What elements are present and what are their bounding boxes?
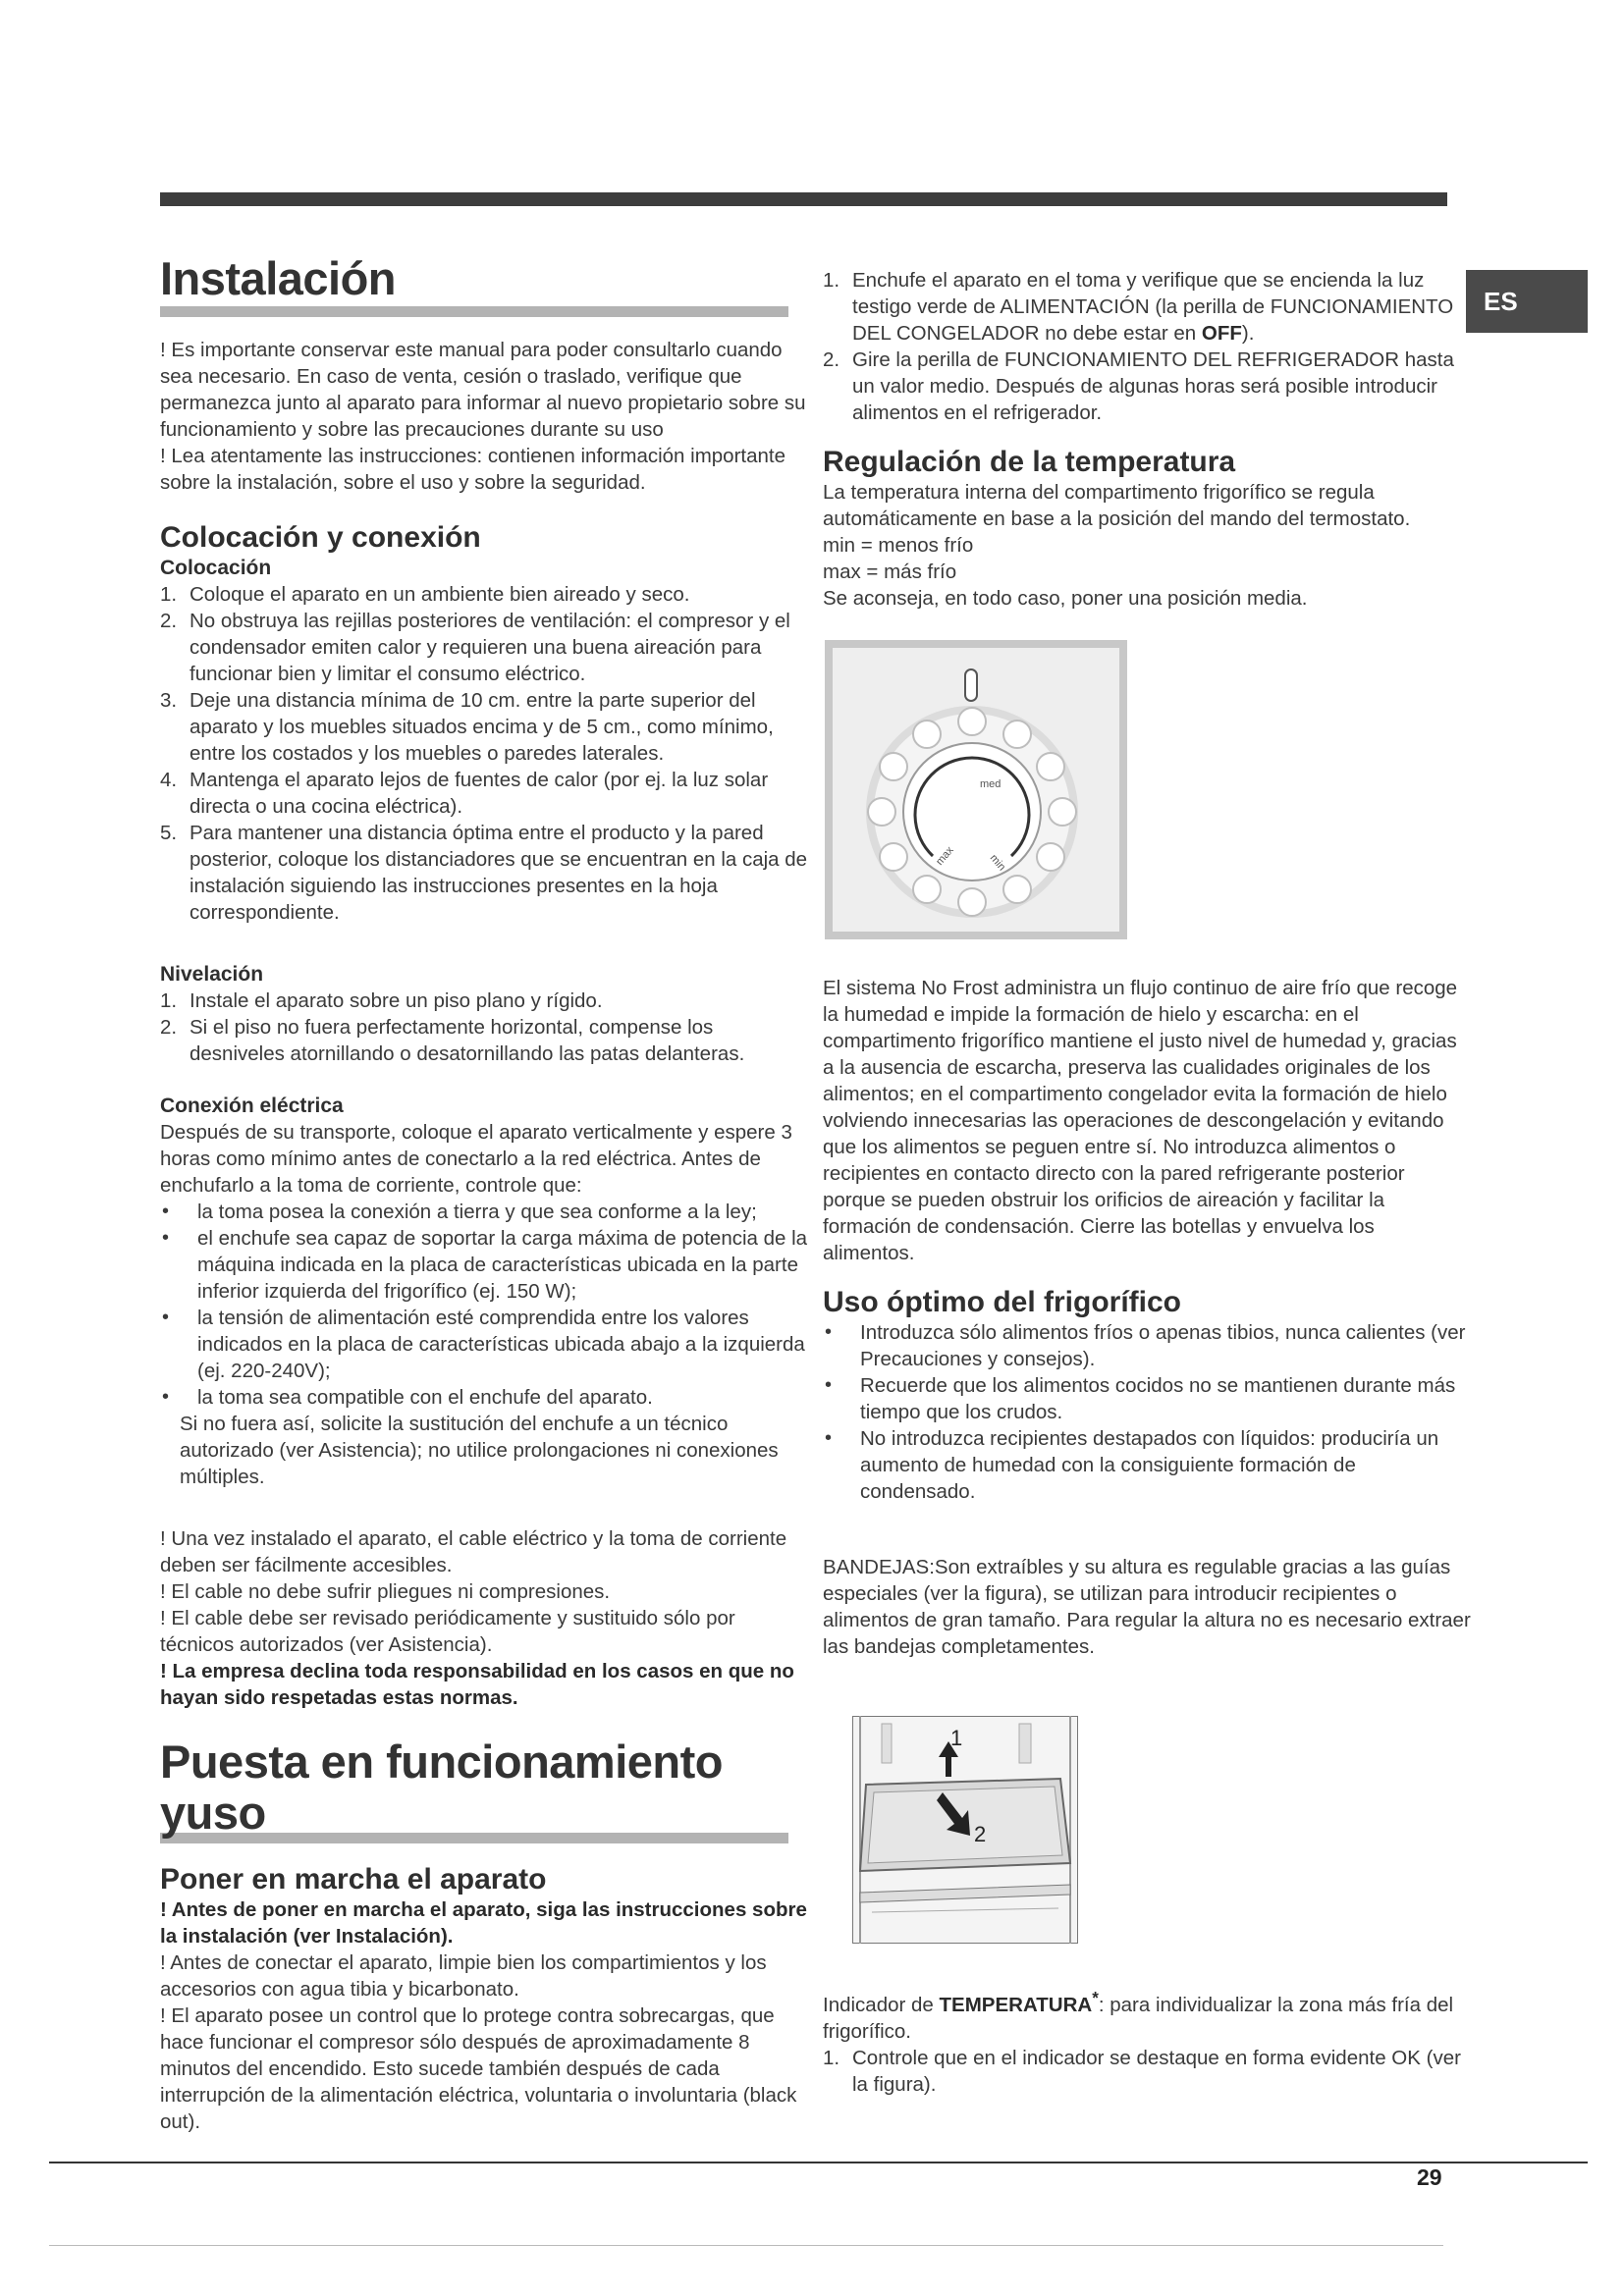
puesta-title: Puesta en funcionamiento yuso bbox=[160, 1735, 723, 1839]
list-item: 4. Mantenga el aparato lejos de fuentes de calor (por ej. la luz solar directa o una cocina eléctrica). bbox=[160, 769, 769, 818]
regulacion-text: La temperatura interna del compartimento frigorífico se regula automáticamente en base a la posición del mando del termostato. bbox=[823, 481, 1411, 530]
list-item: 1. Controle que en el indicador se destaque en forma evidente OK (ver la figura). bbox=[823, 2046, 1461, 2096]
install-title-underline bbox=[160, 306, 788, 317]
conexion-subheading: Conexión eléctrica bbox=[160, 1095, 344, 1117]
conexion-bullets bbox=[160, 1199, 808, 1411]
regulacion-heading: Regulación de la temperatura bbox=[823, 446, 1236, 478]
footer-faint-rule bbox=[49, 2245, 1443, 2246]
dial-label-med: med bbox=[980, 778, 1001, 790]
language-tab: ES bbox=[1466, 270, 1588, 333]
bandejas-text: BANDEJAS:Son extraíbles y su altura es regulable gracias a las guías especiales (ver la figura), se utilizan para introducir recipientes o alimentos de gran tamaño. Para regular la altura no es necesario extraer las bandejas completamentes. bbox=[823, 1556, 1471, 1658]
poner-warning: ! Antes de poner en marcha el aparato, siga las instrucciones sobre la instalación (ver Instalación). bbox=[160, 1898, 807, 1948]
shelf-label-1: 1 bbox=[950, 1726, 963, 1750]
poner-protection: ! El aparato posee un control que lo protege contra sobrecargas, que hace funcionar el compresor sólo después de aproximadamente 8 minutos del encendido. Esto sucede también después de cada interrupción de la alimentación eléctrica, voluntaria o involuntaria (black out). bbox=[160, 2004, 797, 2133]
conexion-intro: Después de su transporte, coloque el aparato verticalmente y espere 3 horas como mínimo antes de conectarlo a la red eléctrica. Antes de enchufarlo a la toma de corriente, controle que: bbox=[160, 1121, 792, 1197]
list-item: 2. Gire la perilla de FUNCIONAMIENTO DEL REFRIGERADOR hasta un valor medio. Después de algunas horas será posible introducir alimentos en el refrigerador. bbox=[823, 348, 1454, 424]
coloc-conex-heading: Colocación y conexión bbox=[160, 521, 481, 554]
nivelacion-subheading: Nivelación bbox=[160, 963, 264, 986]
list-item: 5. Para mantener una distancia óptima entre el producto y la pared posterior, coloque los distanciadores que se encuentran en la caja de instalación siguiendo las instrucciones presentes en la hoja correspondiente. bbox=[160, 822, 808, 924]
dial-label-min: min bbox=[987, 852, 1008, 874]
list-item: 2. Si el piso no fuera perfectamente horizontal, compense los desniveles atornillando o desatornillando las patas delanteras. bbox=[160, 1016, 745, 1065]
colocacion-list bbox=[160, 581, 808, 926]
page-number: 29 bbox=[1417, 2164, 1442, 2190]
warning-cable: ! El cable no debe sufrir pliegues ni compresiones. bbox=[160, 1580, 611, 1603]
shelf-label-2: 2 bbox=[974, 1822, 987, 1846]
top-divider-bar bbox=[160, 192, 1447, 206]
indicator-light bbox=[965, 669, 977, 701]
nivelacion-list bbox=[160, 988, 808, 1067]
list-item: • Recuerde que los alimentos cocidos no se mantienen durante más tiempo que los crudos. bbox=[823, 1372, 1471, 1425]
poner-heading: Poner en marcha el aparato bbox=[160, 1863, 547, 1896]
poner-clean: ! Antes de conectar el aparato, limpie bien los compartimientos y los accesorios con agua tibia y bicarbonato. bbox=[160, 1951, 767, 2001]
max-line: max = más frío bbox=[823, 561, 957, 583]
install-intro: ! Es importante conservar este manual para poder consultarlo cuando sea necesario. En caso de venta, cesión o traslado, verifique que permanezca junto al aparato para informar al nuevo propietario sobre su funcionamiento y sobre las precauciones durante su uso bbox=[160, 339, 806, 441]
right-column-middle bbox=[823, 975, 1471, 1660]
warning-responsibility: ! La empresa declina toda responsabilidad en los casos en que no hayan sido respetadas estas normas. bbox=[160, 1660, 794, 1709]
startup-steps bbox=[823, 267, 1471, 426]
colocacion-subheading: Colocación bbox=[160, 557, 272, 579]
list-item: • la toma sea compatible con el enchufe del aparato. bbox=[160, 1384, 808, 1411]
indicador-steps bbox=[823, 2045, 1471, 2098]
thermostat-dial-illustration bbox=[825, 640, 1127, 939]
install-title: Instalación bbox=[160, 252, 397, 304]
install-warning: ! Lea atentamente las instrucciones: contienen información importante sobre la instalación, sobre el uso y sobre la seguridad. bbox=[160, 445, 786, 494]
uso-bullets bbox=[823, 1319, 1471, 1505]
list-item: • No introduzca recipientes destapados con líquidos: produciría un aumento de humedad con la consiguiente formación de condensado. bbox=[823, 1425, 1471, 1505]
right-column-top bbox=[823, 267, 1471, 612]
right-column-bottom bbox=[823, 1985, 1471, 2098]
list-item: • Introduzca sólo alimentos fríos o apenas tibios, nunca calientes (ver Precauciones y consejos). bbox=[823, 1319, 1471, 1372]
list-item: 1. Instale el aparato sobre un piso plano y rígido. bbox=[160, 989, 603, 1012]
list-item: 1. Enchufe el aparato en el toma y verifique que se encienda la luz testigo verde de ALIMENTACIÓN (la perilla de FUNCIONAMIENTO DEL CONGELADOR no debe estar en OFF). bbox=[823, 269, 1454, 345]
warning-access: ! Una vez instalado el aparato, el cable eléctrico y la toma de corriente deben ser fácilmente accesibles. bbox=[160, 1527, 787, 1576]
footer-rule bbox=[49, 2162, 1588, 2163]
warning-revision: ! El cable debe ser revisado periódicamente y sustituido sólo por técnicos autorizados (ver Asistencia). bbox=[160, 1607, 735, 1656]
conexion-note: Si no fuera así, solicite la sustitución del enchufe a un técnico autorizado (ver Asistencia); no utilice prolongaciones ni conexiones múltiples. bbox=[180, 1413, 779, 1488]
left-column bbox=[160, 253, 808, 2135]
list-item: 2. No obstruya las rejillas posteriores de ventilación: el compresor y el condensador emiten calor y requieren una buena aireación para funcionar bien y limitar el consumo eléctrico. bbox=[160, 610, 790, 685]
aconseja-line: Se aconseja, en todo caso, poner una posición media. bbox=[823, 587, 1308, 610]
uso-heading: Uso óptimo del frigorífico bbox=[823, 1286, 1181, 1318]
shelf-adjust-illustration bbox=[852, 1716, 1078, 1944]
list-item: • la toma posea la conexión a tierra y que sea conforme a la ley; bbox=[160, 1199, 808, 1225]
min-line: min = menos frío bbox=[823, 534, 974, 557]
list-item: • la tensión de alimentación esté comprendida entre los valores indicados en la placa de características ubicada abajo a la izquierda (ej. 220-240V); bbox=[160, 1305, 808, 1384]
nofrost-text: El sistema No Frost administra un flujo continuo de aire frío que recoge la humedad e impide la formación de hielo y escarcha: en el compartimento frigorífico mantiene el justo nivel de humedad y, gracias a la ausencia de escarcha, preserva las cualidades originales de los alimentos; en el compartimento congelador evita la formación de hielo volviendo innecesarias las operaciones de descongelación y evitando que los alimentos se peguen entre sí. No introduzca alimentos o recipientes en contacto directo con la pared refrigerante posterior porque se pueden obstruir los orificios de aireación y facilitar la formación de condensación. Cierre las botellas y envuelva los alimentos. bbox=[823, 977, 1458, 1264]
dial-knob bbox=[903, 743, 1041, 881]
dial-label-max: max bbox=[934, 844, 956, 868]
indicador-text: Indicador de TEMPERATURA*: para individualizar la zona más fría del frigorífico. bbox=[823, 1989, 1454, 2043]
list-item: • el enchufe sea capaz de soportar la carga máxima de potencia de la máquina indicada en la placa de características ubicada en la parte inferior izquierda del frigorífico (ej. 150 W); bbox=[160, 1225, 808, 1305]
list-item: 1. Coloque el aparato en un ambiente bien aireado y seco. bbox=[160, 583, 690, 606]
list-item: 3. Deje una distancia mínima de 10 cm. entre la parte superior del aparato y los muebles situados encima y de 5 cm., como mínimo, entre los costados y los muebles o paredes laterales. bbox=[160, 689, 774, 765]
